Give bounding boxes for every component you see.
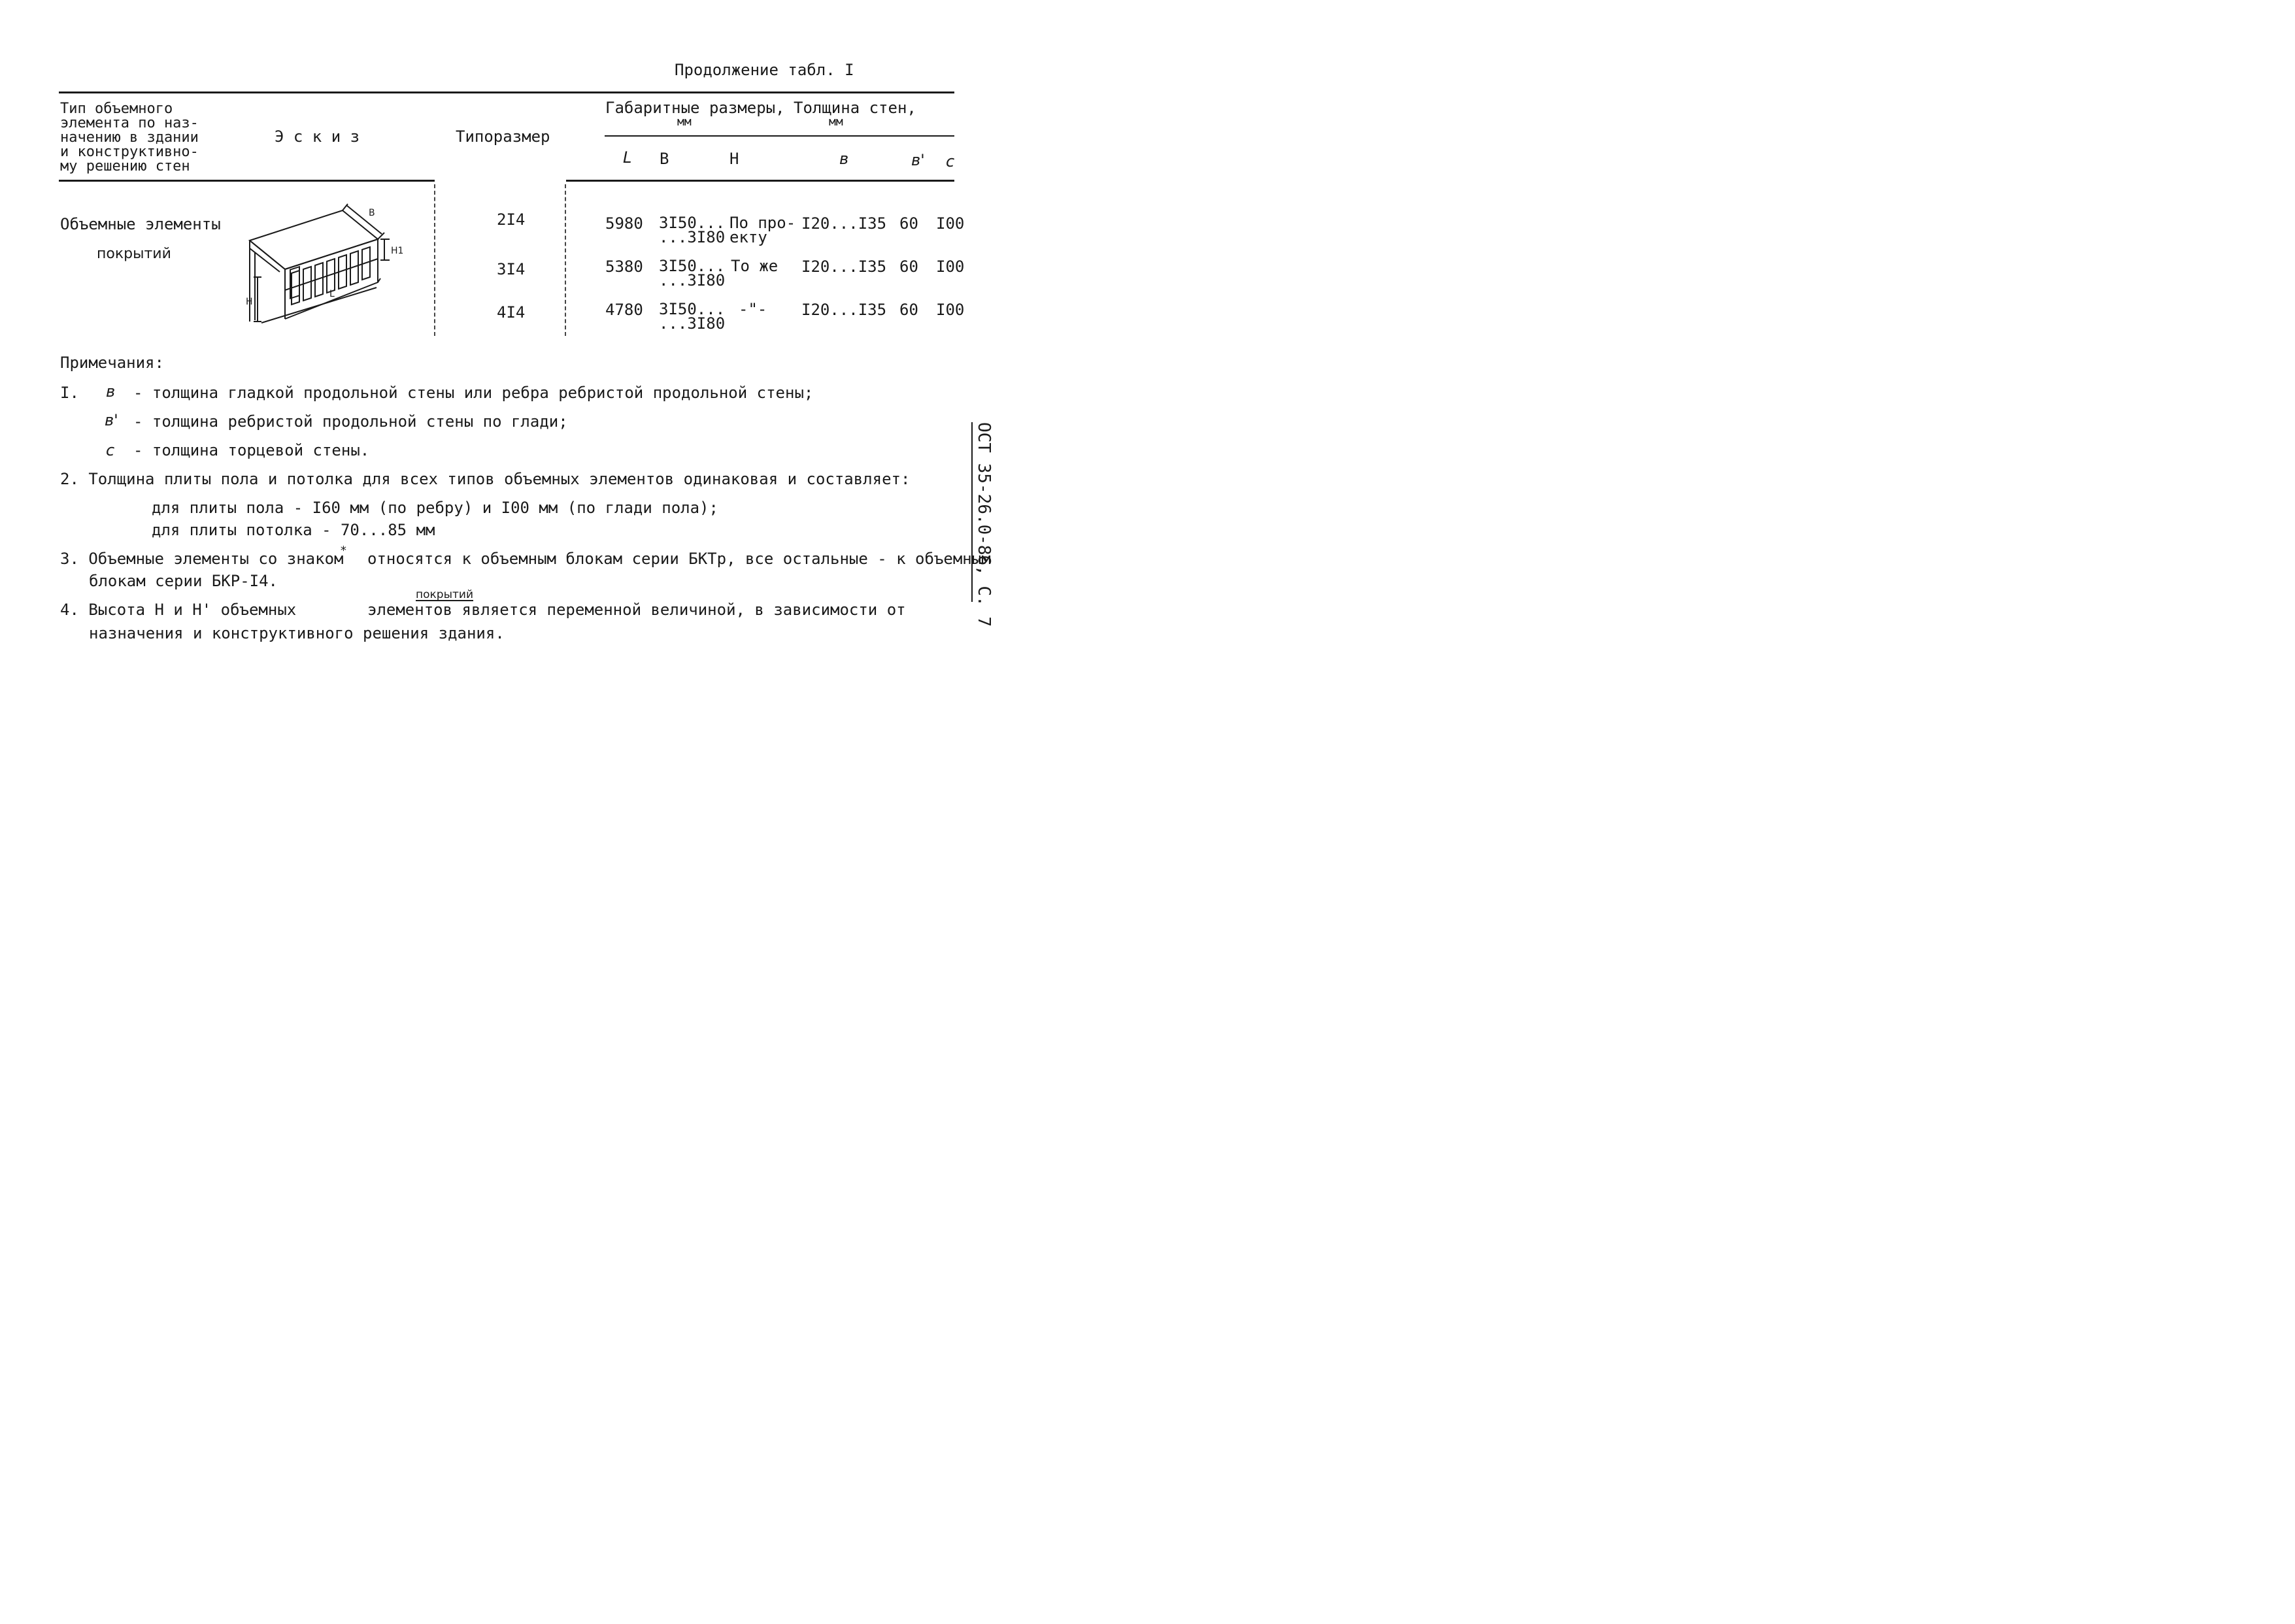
cell-H: По про- екту <box>729 214 796 246</box>
header-typesize: Типоразмер <box>456 127 550 146</box>
cell-b: I20...I35 <box>801 257 887 276</box>
header-type-column: Тип объемного элемента по наз- начению в здании и конструктивно- му решению стен <box>60 101 199 174</box>
notes-title: Примечания: <box>60 354 164 372</box>
header-bottom-rule-right <box>566 180 954 182</box>
note-1c-text: - толщина торцевой стены. <box>133 441 370 459</box>
sketch-label-h1: H1 <box>391 246 404 256</box>
cell-B: 3I50... ...3I80 <box>659 214 726 246</box>
header-col-B: B <box>660 150 669 168</box>
header-col-H: H <box>729 150 739 168</box>
section-subtitle: покрытий <box>97 246 171 262</box>
table-top-rule <box>59 91 954 93</box>
header-col-b: в <box>839 150 849 168</box>
sketch-label-h: H <box>246 297 253 307</box>
volumetric-element-sketch <box>235 196 405 333</box>
document-code: ОСТ 35-26.0-86, С. 7 <box>974 422 994 627</box>
note-3-rest: относятся к объемным блокам серии БКТр, все остальные - к объемным <box>367 550 991 568</box>
cell-B: 3I50... ...3I80 <box>659 300 726 333</box>
note-4-line2: назначения и конструктивного решения здания. <box>89 624 505 642</box>
cell-L: 4780 <box>605 301 643 319</box>
cell-b1: 60 <box>899 257 918 276</box>
note-1-number: I. <box>60 384 79 402</box>
cell-B: 3I50... ...3I80 <box>659 257 726 290</box>
note-3-line2: блокам серии БКР-I4. <box>89 572 278 590</box>
document-code-stamp <box>971 422 994 627</box>
header-sub-rule <box>605 135 954 137</box>
sketch-label-l: L <box>329 289 335 299</box>
cell-b1: 60 <box>899 214 918 233</box>
note-2: 2. Толщина плиты пола и потолка для всех типов объемных элементов одинаковая и составляет: <box>60 470 911 488</box>
cell-L: 5380 <box>605 257 643 276</box>
header-col-b1: в' <box>911 151 925 169</box>
cell-b: I20...I35 <box>801 214 887 233</box>
note-4-rest: элементов является переменной величиной, в зависимости от <box>367 601 906 619</box>
header-wall-unit: мм <box>829 115 843 129</box>
column-divider-left <box>434 184 435 336</box>
cell-typesize: 3I4 <box>497 260 526 278</box>
cell-b1: 60 <box>899 301 918 319</box>
header-wall-thickness: Толщина стен, <box>794 99 916 117</box>
cell-c: I00 <box>936 257 965 276</box>
section-title: Объемные элементы <box>60 215 221 233</box>
header-col-L: L <box>623 148 632 167</box>
cell-b: I20...I35 <box>801 301 887 319</box>
header-sketch: Э с к и з <box>275 127 360 146</box>
note-1a-symbol: в <box>106 382 116 401</box>
note-3-start: 3. Объемные элементы со знаком <box>60 550 344 568</box>
cell-typesize: 4I4 <box>497 303 526 322</box>
table-caption: Продолжение табл. I <box>675 61 854 79</box>
note-1b-text: - толщина ребристой продольной стены по глади; <box>133 412 568 431</box>
note-4-insert: покрытий <box>416 588 473 601</box>
cell-c: I00 <box>936 214 965 233</box>
cell-typesize: 2I4 <box>497 210 526 229</box>
note-1a-text: - толщина гладкой продольной стены или ребра ребристой продольной стены; <box>133 384 814 402</box>
cell-H: То же <box>731 257 779 275</box>
header-col-c: c <box>946 152 955 171</box>
sketch-label-b: B <box>369 208 375 218</box>
header-dimensions-unit: мм <box>677 115 692 129</box>
note-1c-symbol: c <box>106 441 115 459</box>
header-bottom-rule-left <box>59 180 435 182</box>
column-divider-right <box>565 184 566 336</box>
note-2-floor: для плиты пола - I60 мм (по ребру) и I00 мм (по глади пола); <box>152 499 718 517</box>
note-1b-symbol: в' <box>105 411 118 429</box>
header-dimensions: Габаритные размеры, <box>605 99 785 117</box>
note-4-start: 4. Высота H и H' объемных <box>60 601 297 619</box>
note-3-star: * <box>340 544 347 557</box>
cell-L: 5980 <box>605 214 643 233</box>
cell-H: -"- <box>739 300 767 318</box>
cell-c: I00 <box>936 301 965 319</box>
note-2-ceiling: для плиты потолка - 70...85 мм <box>152 521 435 539</box>
